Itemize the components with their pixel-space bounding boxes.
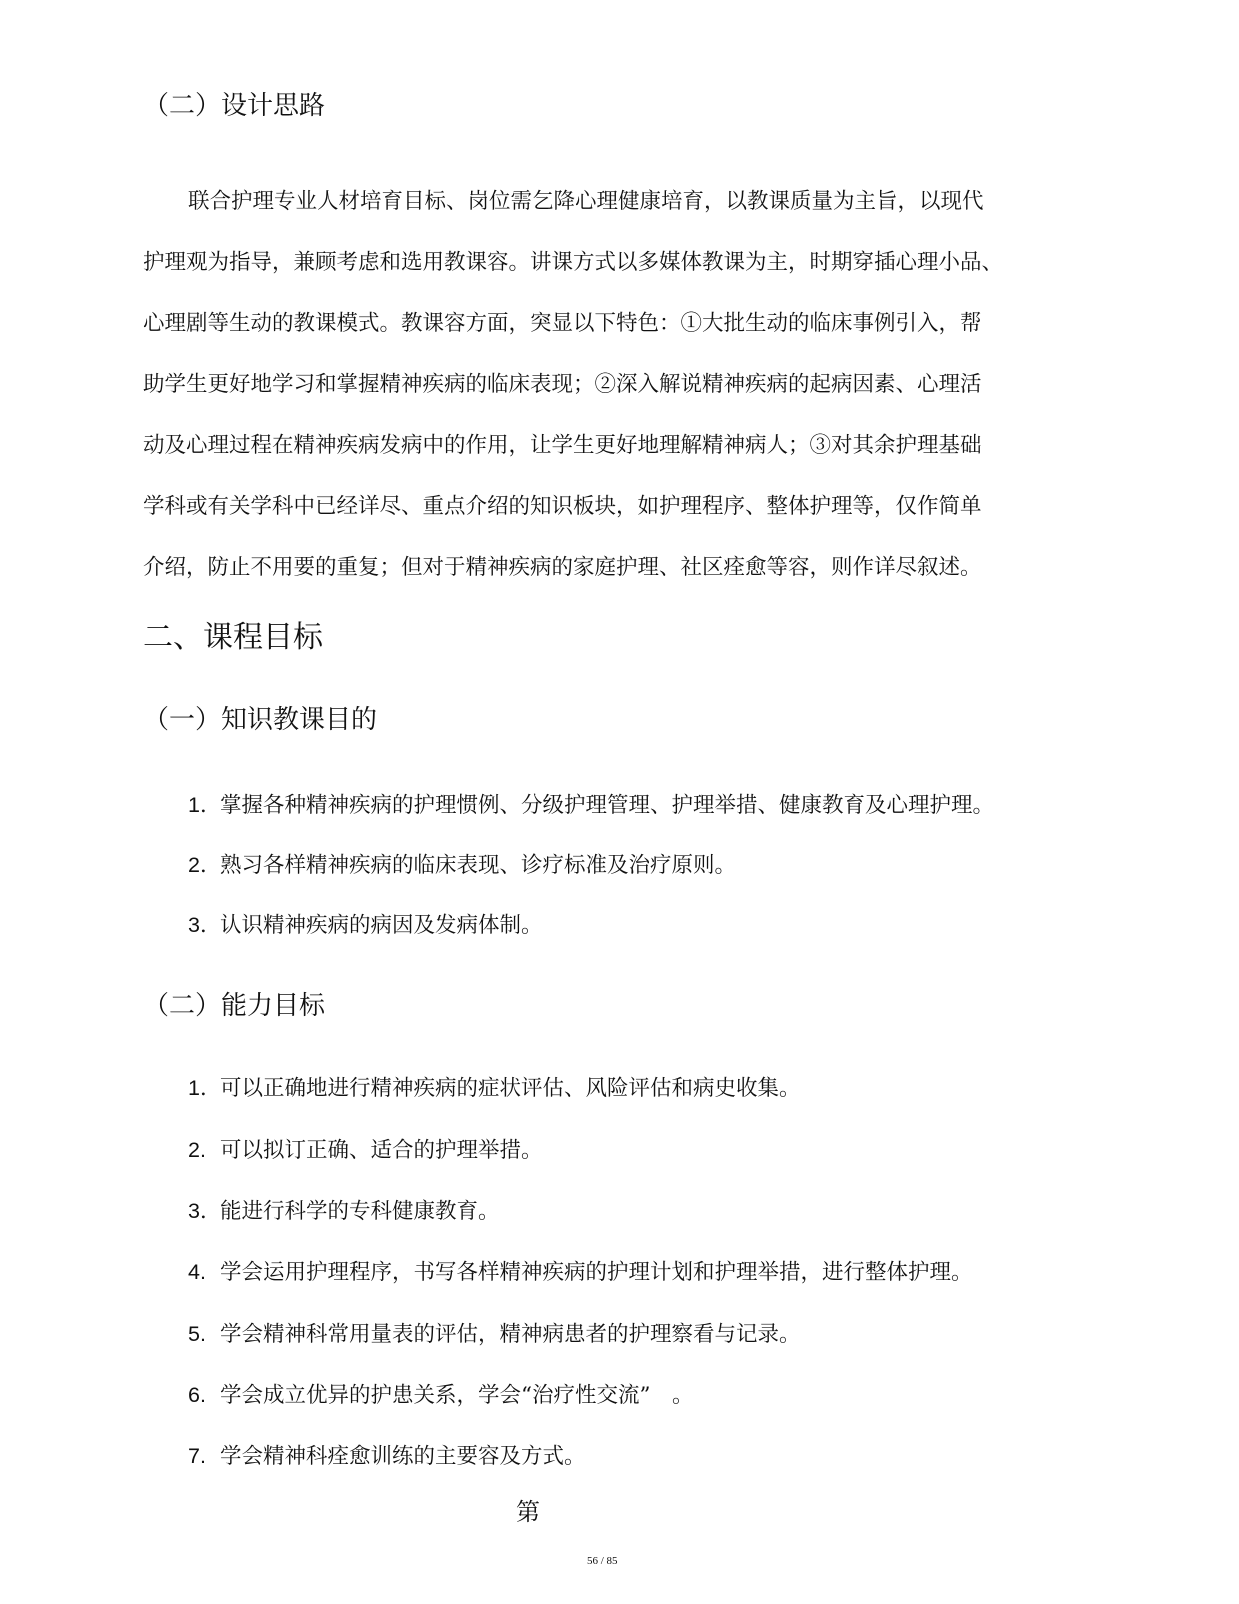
course-goals-heading: 二、课程目标 <box>143 620 323 655</box>
knowledge-heading: （一）知识教课目的 <box>143 705 378 735</box>
item-text: 能进行科学的专科健康教育。 <box>220 1199 500 1224</box>
ability-item-1 <box>188 1074 801 1103</box>
item-text: 学会精神科常用量表的评估，精神病患者的护理察看与记录。 <box>220 1322 801 1347</box>
item-text: 认识精神疾病的病因及发病体制。 <box>220 913 543 938</box>
item-number: 6. <box>188 1383 206 1407</box>
paragraph-line: 介绍，防止不用要的重复；但对于精神疾病的家庭护理、社区痊愈等容，则作详尽叙述。 <box>143 555 982 580</box>
item-text: 学会运用护理程序，书写各样精神疾病的护理计划和护理举措，进行整体护理。 <box>220 1260 973 1285</box>
paragraph-line: 助学生更好地学习和掌握精神疾病的临床表现；②深入解说精神疾病的起病因素、心理活 <box>143 372 982 397</box>
ability-item-6 <box>188 1381 694 1410</box>
ability-item-4 <box>188 1258 973 1287</box>
paragraph-line: 联合护理专业人材培育目标、岗位需乞降心理健康培育，以教课质量为主旨，以现代 <box>188 189 984 214</box>
paragraph-line: 心理剧等生动的教课模式。教课容方面，突显以下特色：①大批生动的临床事例引入，帮 <box>143 311 982 336</box>
item-number: 2. <box>188 1138 206 1162</box>
item-text: 学会成立优异的护患关系，学会“治疗性交流” 。 <box>220 1383 694 1408</box>
item-number: 4. <box>188 1260 206 1284</box>
item-text: 学会精神科痊愈训练的主要容及方式。 <box>220 1444 586 1469</box>
paragraph-line: 学科或有关学科中已经详尽、重点介绍的知识板块，如护理程序、整体护理等，仅作简单 <box>143 494 982 519</box>
item-number: 3． <box>188 913 222 937</box>
footer-page-char: 第 <box>516 1498 540 1526</box>
item-number: 7. <box>188 1444 206 1468</box>
ability-item-7 <box>188 1442 586 1471</box>
ability-heading: （二）能力目标 <box>143 991 326 1021</box>
design-section-heading: （二）设计思路 <box>143 91 326 121</box>
item-number: 1． <box>188 1076 222 1100</box>
design-paragraph <box>143 171 1043 598</box>
item-number: 1． <box>188 793 222 817</box>
page-number: 56 / 85 <box>587 1555 618 1567</box>
ability-item-2 <box>188 1136 543 1165</box>
knowledge-item-2 <box>188 851 736 880</box>
knowledge-item-3 <box>188 911 543 940</box>
paragraph-line: 动及心理过程在精神疾病发病中的作用，让学生更好地理解精神病人；③对其余护理基础 <box>143 433 982 458</box>
item-number: 3． <box>188 1199 222 1223</box>
item-text: 可以正确地进行精神疾病的症状评估、风险评估和病史收集。 <box>220 1076 801 1101</box>
ability-item-3 <box>188 1197 500 1226</box>
item-text: 可以拟订正确、适合的护理举措。 <box>220 1138 543 1163</box>
item-number: 2． <box>188 853 222 877</box>
item-number: 5. <box>188 1322 206 1346</box>
ability-item-5 <box>188 1320 801 1349</box>
knowledge-item-1 <box>188 791 994 820</box>
item-text: 掌握各种精神疾病的护理惯例、分级护理管理、护理举措、健康教育及心理护理。 <box>220 793 995 818</box>
paragraph-line: 护理观为指导，兼顾考虑和选用教课容。讲课方式以多媒体教课为主，时期穿插心理小品、 <box>143 250 1004 275</box>
item-text: 熟习各样精神疾病的临床表现、诊疗标准及治疗原则。 <box>220 853 737 878</box>
